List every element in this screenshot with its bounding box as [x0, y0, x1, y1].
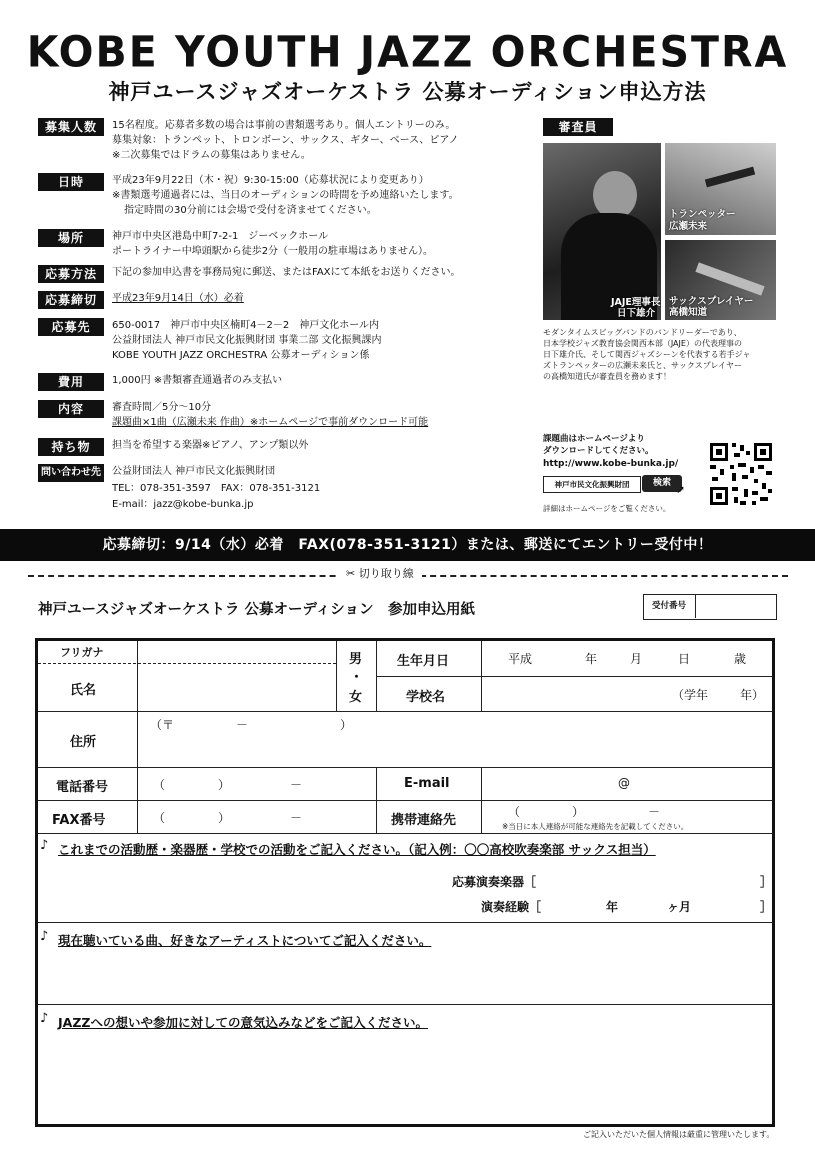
judge-caption: 日下雄介 — [617, 308, 656, 319]
section-label: 持ち物 — [38, 438, 104, 456]
section-text: 1,000円 ※書類審査通過者のみ支払い — [112, 375, 283, 386]
question-motivation: JAZZへの想いや参加に対しての意気込みなどをご記入ください。 — [58, 1015, 428, 1030]
title-en: KOBE YOUTH JAZZ ORCHESTRA — [26, 26, 789, 78]
fax-dash: － — [290, 811, 303, 825]
section-text: ※二次募集ではドラムの募集はありません。 — [112, 150, 311, 161]
experience-year: 年 — [606, 900, 619, 914]
phone-close: ） — [218, 778, 231, 792]
address-field[interactable] — [140, 713, 770, 765]
postal-dash: － — [236, 718, 249, 732]
section-text: KOBE YOUTH JAZZ ORCHESTRA 公募オーディション係 — [112, 350, 370, 361]
cursor-icon: ➚ — [676, 483, 686, 496]
postal-open: （〒 — [150, 718, 175, 732]
section-text: 公益財団法人 神戸市民文化振興財団 事業二部 文化振興課内 — [112, 335, 382, 346]
question-favorites: 現在聴いている曲、好きなアーティストについてご記入ください。 — [58, 933, 432, 948]
section-text: ※書類選考通過者には、当日のオーディションの時間を予め連絡いたします。 — [112, 190, 459, 201]
deadline-banner: 応募締切：9/14（水）必着 FAX(078-351-3121）または、郵送にてエントリー受付中！ — [0, 529, 815, 561]
section-label: 場所 — [38, 229, 104, 247]
section-text: TEL：078-351-3597 FAX：078-351-3121 — [112, 483, 321, 494]
trumpet-shape — [705, 167, 755, 188]
judge-caption: 高橋知道 — [669, 307, 708, 318]
section-text: 担当を希望する楽器※ピアノ、アンプ類以外 — [112, 440, 309, 451]
section-text: 課題曲×1曲（広瀬未来 作曲）※ホームページで事前ダウンロード可能 — [112, 417, 429, 428]
judge-caption: トランペッター — [669, 209, 736, 220]
mobile-label: 携帯連絡先 — [391, 813, 457, 828]
desc-line: 日本学校ジャズ教育協会関西本部（JAJE）の代表理事の — [543, 339, 742, 348]
section-label: 応募締切 — [38, 291, 104, 309]
mobile-field[interactable] — [484, 803, 770, 821]
section-text: 募集対象：トランペット、トロンボーン、サックス、ギター、ベース、ピアノ — [112, 135, 459, 146]
section-text: 15名程度。応募者多数の場合は事前の書類選考あり。個人エントリーのみ。 — [112, 120, 456, 131]
school-label: 学校名 — [406, 690, 446, 705]
grid-line — [38, 711, 773, 712]
section-label: 募集人数 — [38, 118, 104, 136]
fax-open: （ — [153, 811, 166, 825]
phone-open: （ — [153, 778, 166, 792]
grid-line — [336, 641, 337, 711]
experience-end: ］ — [760, 900, 773, 914]
experience-month: ヶ月 — [667, 900, 692, 914]
grid-line — [376, 767, 377, 833]
grid-line — [38, 1004, 773, 1005]
judge-photo-sax — [665, 240, 776, 320]
desc-line: ズトランペッターの広瀬未来氏と、サックスプレイヤー — [543, 361, 743, 370]
grid-line — [481, 767, 482, 833]
judge-photo-trumpet — [665, 143, 776, 235]
address-label: 住所 — [70, 735, 97, 750]
mobile-dash: － — [648, 805, 661, 819]
section-text: 神戸市中央区港島中町7-2-1 ジーベックホール — [112, 231, 329, 242]
person-shape — [593, 171, 637, 219]
form-title: 神戸ユースジャズオーケストラ 公募オーディション 参加申込用紙 — [38, 602, 476, 618]
favorites-field[interactable] — [40, 950, 770, 1002]
desc-line: 日下雄介氏、そして関西ジャズシーンを代表する若手ジャ — [543, 350, 751, 359]
judge-caption: サックスプレイヤー — [669, 296, 754, 307]
section-text: 公益財団法人 神戸市民文化振興財団 — [112, 466, 276, 477]
question-activity: これまでの活動歴・楽器歴・学校での活動をご記入ください。（記入例：〇〇高校吹奏楽部 サックス担当） — [58, 842, 656, 857]
phone-dash: － — [290, 778, 303, 792]
download-note: 詳細はホームページをご覧ください。 — [543, 504, 671, 513]
furigana-label: フリガナ — [60, 646, 104, 659]
gender-female[interactable]: 女 — [349, 690, 363, 705]
gender-dot: ・ — [350, 670, 364, 685]
mobile-note: ※当日に本人連絡が可能な連絡先を記載してください。 — [502, 822, 689, 831]
grid-line — [38, 663, 336, 664]
section-text: 審査時間／5分～10分 — [112, 402, 212, 413]
privacy-note: ご記入いただいた個人情報は厳重に管理いたします。 — [583, 1130, 775, 1139]
grid-line — [38, 922, 773, 923]
school-grade-end: 年） — [740, 688, 765, 702]
title-jp: 神戸ユースジャズオーケストラ 公募オーディション申込方法 — [108, 80, 707, 104]
section-label: 問い合わせ先 — [38, 464, 104, 482]
judge-caption: JAJE理事長 — [611, 297, 661, 308]
phone-field[interactable] — [140, 770, 374, 798]
grid-line — [376, 676, 773, 677]
birth-year: 年 — [585, 652, 598, 666]
phone-label: 電話番号 — [56, 780, 109, 795]
name-label: 氏名 — [70, 683, 97, 698]
section-text: 650-0017 神戸市中央区楠町4－2－2 神戸文化ホール内 — [112, 320, 380, 331]
birth-label: 生年月日 — [397, 654, 450, 669]
mobile-open: （ — [508, 805, 521, 819]
instrument-end: ］ — [760, 875, 773, 889]
grid-line — [38, 767, 773, 768]
fax-label: FAX番号 — [52, 813, 106, 828]
fax-field[interactable] — [140, 803, 374, 831]
activity-field[interactable] — [40, 858, 773, 920]
email-label: E-mail — [404, 776, 450, 791]
section-text: 平成23年9月14日（水）必着 — [112, 293, 244, 304]
section-text: ポートライナー中埠頭駅から徒歩2分（一般用の駐車場はありません）。 — [112, 246, 434, 257]
qr-code-icon[interactable] — [708, 441, 774, 507]
motivation-field[interactable] — [40, 1032, 770, 1122]
section-label: 内容 — [38, 400, 104, 418]
cut-label-text: 切り取り線 — [358, 567, 414, 580]
birth-era: 平成 — [508, 652, 533, 666]
school-grade: （学年 — [672, 688, 709, 702]
section-label: 費用 — [38, 373, 104, 391]
receipt-number-label: 受付番号 — [643, 594, 696, 618]
search-org-box[interactable]: 神戸市民文化振興財団 — [543, 476, 641, 493]
section-label: 応募方法 — [38, 265, 104, 283]
grid-line — [481, 641, 482, 711]
desc-line: の高橋知道氏が審査員を務めます！ — [543, 372, 671, 381]
section-text: 指定時間の30分前には会場で受付を済ませてください。 — [124, 205, 377, 216]
grid-line — [137, 641, 138, 833]
download-line1: 課題曲はホームページより — [543, 434, 645, 444]
experience-label: 演奏経験［ — [481, 900, 542, 914]
postal-close: ） — [340, 718, 353, 732]
birth-day: 日 — [678, 652, 691, 666]
school-field[interactable] — [484, 679, 664, 709]
name-field[interactable] — [140, 666, 334, 709]
judge-photo-main — [543, 143, 661, 320]
grid-line — [38, 800, 773, 801]
email-at: @ — [618, 776, 630, 790]
instrument-label: 応募演奏楽器［ — [452, 875, 537, 889]
section-text: 下記の参加申込書を事務局宛に郵送、またはFAXにて本紙をお送りください。 — [112, 267, 461, 278]
section-text: 平成23年9月22日（木・祝）9:30-15:00（応募状況により変更あり） — [112, 175, 429, 186]
music-note-icon: ♪ — [40, 838, 49, 853]
grid-line — [376, 641, 377, 711]
grid-line — [38, 833, 773, 834]
judge-caption: 広瀬未来 — [669, 221, 708, 232]
music-note-icon: ♪ — [40, 929, 49, 944]
birth-month: 月 — [630, 652, 643, 666]
search-button[interactable]: 検索 — [642, 475, 682, 492]
download-url[interactable]: http://www.kobe-bunka.jp/ — [543, 459, 679, 469]
mobile-close: ） — [572, 805, 585, 819]
furigana-field[interactable] — [140, 643, 334, 661]
section-label: 応募先 — [38, 318, 104, 336]
judges-heading: 審査員 — [543, 118, 613, 136]
section-text: E-mail：jazz@kobe-bunka.jp — [112, 499, 254, 510]
fax-close: ） — [218, 811, 231, 825]
gender-male[interactable]: 男 — [349, 652, 363, 667]
scissors-icon: ✂ — [346, 567, 356, 580]
download-line2: ダウンロードしてください。 — [543, 446, 654, 456]
cut-label — [338, 565, 422, 581]
music-note-icon: ♪ — [40, 1011, 49, 1026]
birth-age: 歳 — [734, 652, 747, 666]
desc-line: モダンタイムスビッグバンドのバンドリーダーであり、 — [543, 328, 742, 337]
section-label: 日時 — [38, 173, 104, 191]
sax-shape — [695, 262, 764, 295]
